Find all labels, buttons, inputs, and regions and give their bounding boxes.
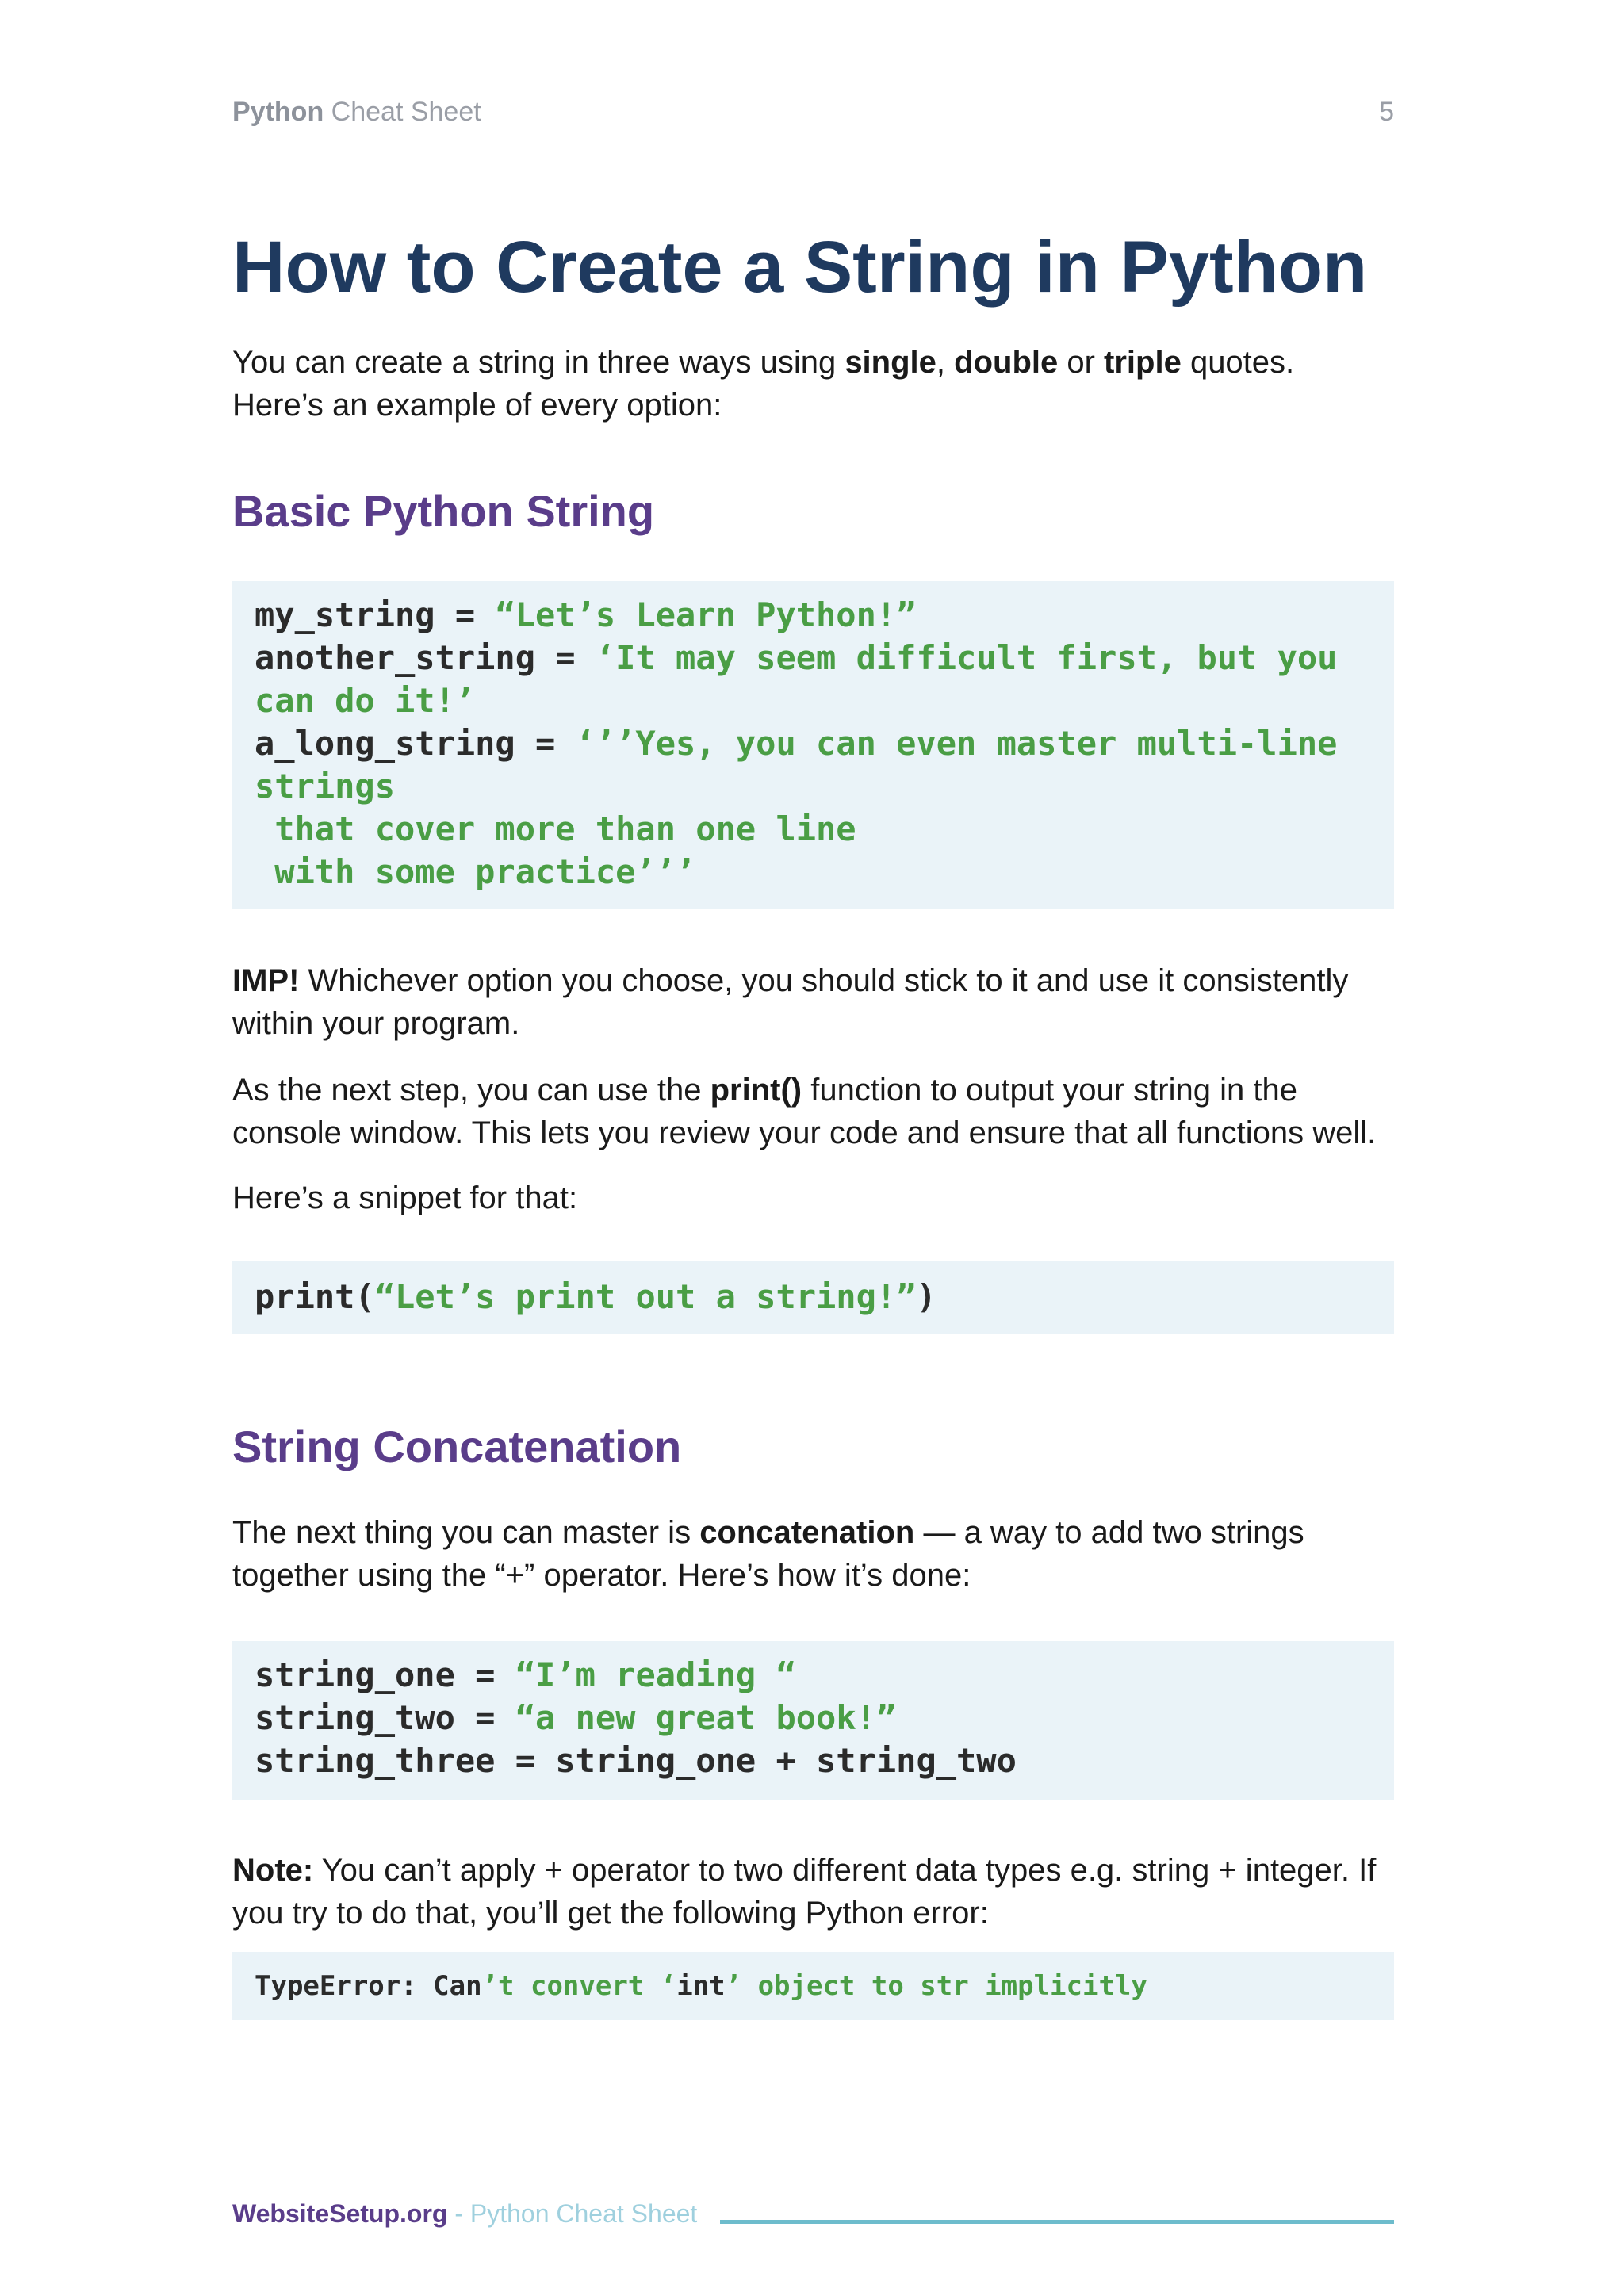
code-line: print(“Let’s print out a string!”) [255,1277,936,1316]
intro-triple: triple [1104,345,1182,380]
code-line: string_two = “a new great book!” [255,1698,897,1737]
footer-divider [720,2220,1394,2224]
footer-separator: - [447,2199,470,2228]
print-function-name: print() [710,1073,802,1108]
code-line: a_long_string = ‘’’Yes, you can even master multi-line [255,724,1338,763]
imp-text: Whichever option you choose, you should stick to it and use it consistently within your program. [232,963,1349,1041]
code-block-type-error [232,1952,1394,2020]
note-text: You can’t apply + operator to two different data types e.g. string + integer. If you try to do that, you’ll get the following Python error: [232,1853,1377,1931]
code-line: my_string = “Let’s Learn Python!” [255,595,917,634]
header-brand-rest: Cheat Sheet [331,97,481,127]
header-brand-bold: Python [232,97,324,127]
note-paragraph [232,1849,1394,1934]
page-title: How to Create a String in Python [232,227,1368,308]
intro-comma: , [936,345,955,380]
section-heading-basic-string: Basic Python String [232,486,655,536]
code-block-print [232,1261,1394,1334]
print-paragraph: As the next step, you can use the print() function to output your string in the console window. This lets you review your code and ensure that all functions well. [232,1073,1377,1150]
concatenation-paragraph: The next thing you can master is concatenation — a way to add two strings together using the “+” operator. Here’s how it’s done: [232,1515,1304,1593]
code-line: can do it!’ [255,681,476,720]
running-header [232,97,481,128]
intro-text-1: You can create a string in three ways using [232,345,845,380]
imp-label: IMP! [232,963,300,998]
intro-paragraph [232,341,1394,427]
page-number: 5 [1379,97,1394,127]
code-block-concatenation [232,1641,1394,1800]
code-line: TypeError: Can’t convert ‘int’ object to str implicitly [255,1970,1147,2002]
code-line: that cover more than one line [255,809,856,848]
code-line: string_one = “I’m reading “ [255,1655,796,1694]
snippet-paragraph: Here’s a snippet for that: [232,1181,578,1215]
footer-brand-name: WebsiteSetup.org [232,2199,448,2228]
code-line: another_string = ‘It may seem difficult first, but you [255,638,1338,677]
intro-or: or [1058,345,1105,380]
intro-double: double [954,345,1059,380]
footer-subtitle: Python Cheat Sheet [469,2199,698,2228]
code-line: with some practice’’’ [255,852,696,891]
code-line: strings [255,767,396,806]
imp-paragraph [232,959,1394,1045]
code-line: string_three = string_one + string_two [255,1741,1017,1780]
note-label: Note: [232,1853,314,1888]
intro-single: single [845,345,936,380]
intro-text-2: quotes. Here’s an example of every option: [232,345,1295,423]
code-block-basic-string [232,581,1394,909]
section-heading-concatenation: String Concatenation [232,1422,682,1471]
concatenation-term: concatenation [699,1515,915,1550]
footer-brand [232,2199,697,2229]
